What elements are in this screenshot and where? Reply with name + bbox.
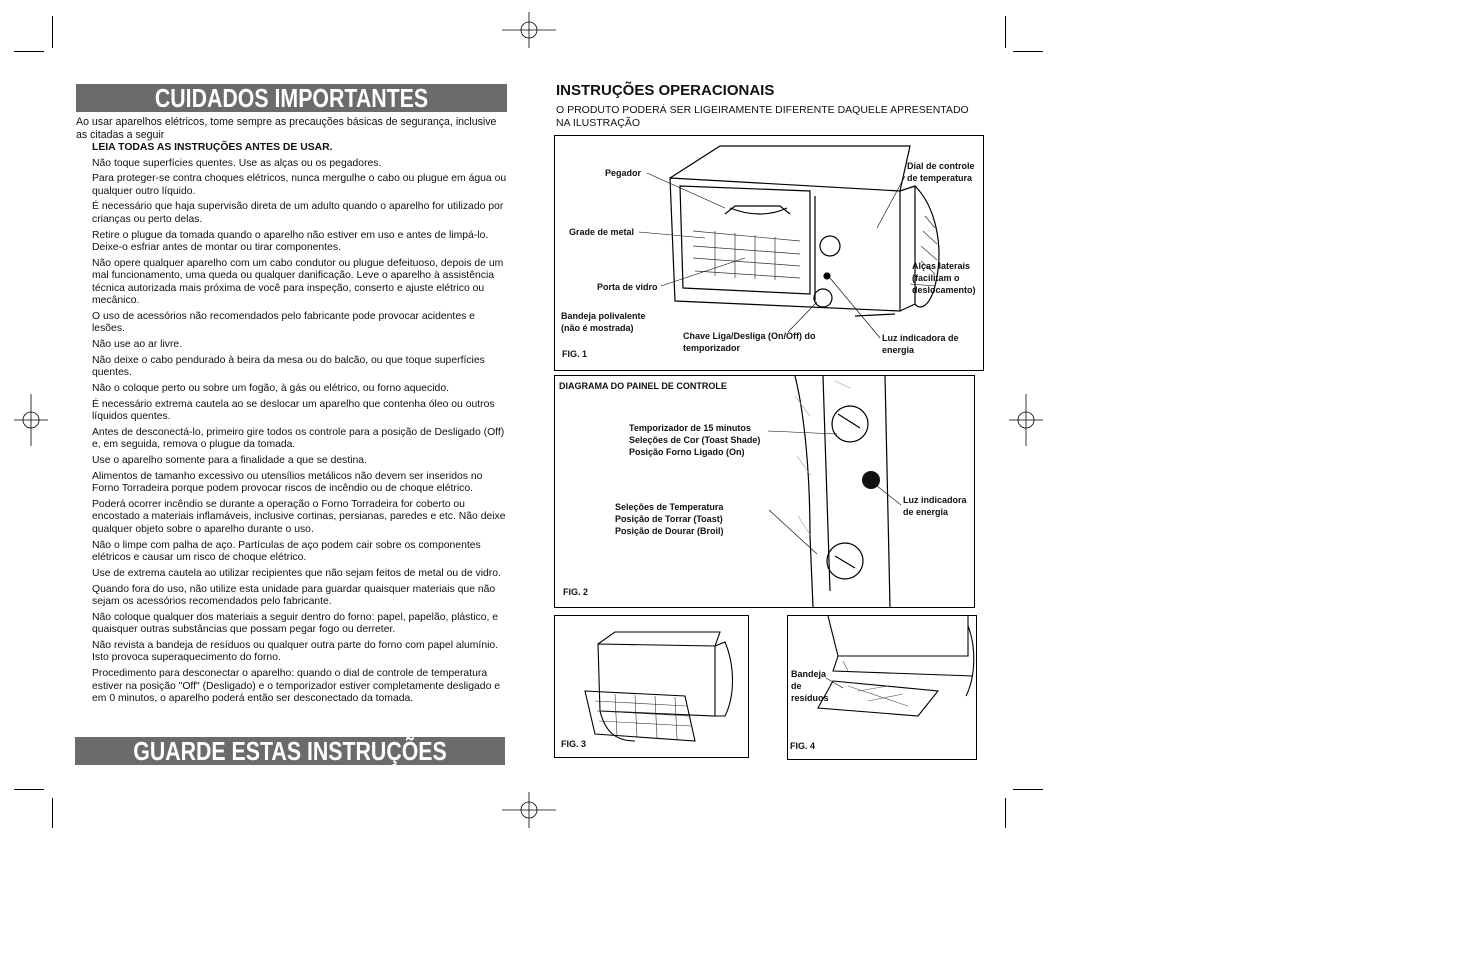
label-line: Bandeja polivalente xyxy=(561,311,646,321)
footer-banner-title: GUARDE ESTAS INSTRUÇÕES xyxy=(133,736,447,766)
label-bandeja xyxy=(561,310,646,334)
label-porta: Porta de vidro xyxy=(597,282,658,292)
label-line: Bandeja xyxy=(791,669,827,679)
figure-4 xyxy=(787,615,977,760)
list-item: Não toque superfícies quentes. Use as alças ou os pegadores. xyxy=(92,157,382,169)
label-timer xyxy=(629,422,760,458)
label-line: Seleções de Cor (Toast Shade) xyxy=(629,435,761,445)
label-line: de xyxy=(791,681,802,691)
list-item: Não opere qualquer aparelho com um cabo condutor ou plugue defeituoso, depois de um mal funcionamento, uma queda ou qualquer danificação. Leve o aparelho à assistência técnica autorizada mais próxima de você para inspeção, conserto e ajuste elétrico ou mecânico. xyxy=(92,257,504,307)
label-line: Posição de Dourar (Broil) xyxy=(615,526,724,536)
list-item: Não o limpe com palha de aço. Partículas de aço podem cair sobre os componentes elétricos e causar um risco de choque elétrico. xyxy=(92,539,481,564)
list-item: Alimentos de tamanho excessivo ou utensílios metálicos não devem ser inseridos no Forno Torradeira porque podem provocar riscos de incêndio ou de choque elétrico. xyxy=(92,470,483,495)
list-item: Não use ao ar livre. xyxy=(92,339,183,351)
section-banner xyxy=(76,84,507,112)
label-line: Alças laterais xyxy=(912,261,971,271)
label-chave xyxy=(683,330,816,354)
label-dial xyxy=(907,160,975,184)
list-item: Retire o plugue da tomada quando o aparelho não estiver em uso e antes de limpá-lo. Deixe-o esfriar antes de montar ou tirar componentes. xyxy=(92,229,489,254)
list-heading: LEIA TODAS AS INSTRUÇÕES ANTES DE USAR. xyxy=(92,142,333,153)
control-panel-illustration xyxy=(555,376,974,607)
figure-label: FIG. 2 xyxy=(563,587,589,597)
label-line: Chave Liga/Desliga (On/Off) do xyxy=(683,331,816,341)
label-alcas xyxy=(912,260,976,296)
label-line: Posição Forno Ligado (On) xyxy=(629,447,745,457)
list-item: Não coloque qualquer dos materiais a seguir dentro do forno: papel, papelão, plástico, e quaisquer outras substâncias que possam pegar fogo ou derreter. xyxy=(92,611,499,636)
label-line: de temperatura xyxy=(907,173,973,183)
label-line: temporizador xyxy=(683,343,741,353)
label-line: Temporizador de 15 minutos xyxy=(629,423,751,433)
list-item: Quando fora do uso, não utilize esta unidade para guardar quaisquer materiais que não sejam os acessórios recomendados pelo fabricante. xyxy=(92,583,496,607)
label-line: deslocamento) xyxy=(912,285,976,295)
label-line: (não é mostrada) xyxy=(561,323,634,333)
figure-3 xyxy=(554,615,749,758)
figure-label: FIG. 4 xyxy=(790,741,816,751)
label-line: Posição de Torrar (Toast) xyxy=(615,514,723,524)
list-item: Não o coloque perto ou sobre um fogão, à gás ou elétrico, ou forno aquecido. xyxy=(92,383,449,394)
list-item: Não deixe o cabo pendurado à beira da mesa ou do balcão, ou que toque superfícies quentes. xyxy=(92,354,485,379)
label-line: Luz indicadora de xyxy=(882,333,959,343)
figure-2 xyxy=(554,375,975,608)
label-line: Seleções de Temperatura xyxy=(615,502,724,512)
list-item: Poderá ocorrer incêndio se durante a operação o Forno Torradeira for coberto ou encostado a materiais inflamáveis, inclusive cortinas, persianas, paredes e etc. Não deixe qualquer objeto sobre o aparelho durante o uso. xyxy=(92,498,506,535)
list-item: Use o aparelho somente para a finalidade a que se destina. xyxy=(92,455,367,467)
fig2-title: DIAGRAMA DO PAINEL DE CONTROLE xyxy=(559,381,727,391)
list-item: Não revista a bandeja de resíduos ou qualquer outra parte do forno com papel alumínio. Isto provoca superaquecimento do forno. xyxy=(92,639,499,664)
list-item: Para proteger-se contra choques elétricos, nunca mergulhe o cabo ou plugue em água ou qualquer outro líquido. xyxy=(92,173,507,197)
safety-list xyxy=(92,142,508,709)
label-luz xyxy=(882,332,959,356)
label-temp xyxy=(615,501,724,537)
label-grade: Grade de metal xyxy=(569,227,635,237)
list-item: Procedimento para desconectar o aparelho: quando o dial de controle de temperatura estiver na posição "Off" (Desligado) e o temporizador estiver completamente desligado e em 0 minutos, o aparelho poderá então ser desconectado da tomada. xyxy=(92,668,501,705)
section-subtitle: O PRODUTO PODERÁ SER LIGEIRAMENTE DIFERENTE DAQUELE APRESENTADO NA ILUSTRAÇÃO xyxy=(556,104,969,129)
oven-rack-illustration xyxy=(555,616,748,757)
figure-label: FIG. 3 xyxy=(561,739,587,749)
label-line: (facilitam o xyxy=(912,273,960,283)
label-luz-energia xyxy=(903,494,967,518)
figure-label: FIG. 1 xyxy=(562,349,588,359)
figure-1 xyxy=(554,135,984,371)
label-line: energia xyxy=(882,345,915,355)
label-bandeja-residuos xyxy=(791,668,829,704)
footer-banner xyxy=(75,737,505,765)
list-item: O uso de acessórios não recomendados pelo fabricante pode provocar acidentes e lesões. xyxy=(92,310,475,335)
intro-text: Ao usar aparelhos elétricos, tome sempre as precauções básicas de segurança, inclusive as citadas a seguir xyxy=(76,116,497,141)
label-line: resíduos xyxy=(791,693,829,703)
list-item: Use de extrema cautela ao utilizar recipientes que não sejam feitos de metal ou de vidro. xyxy=(92,567,501,579)
list-item: É necessário extrema cautela ao se deslocar um aparelho que contenha óleo ou outros líquidos quentes. xyxy=(92,398,495,423)
label-line: Dial de controle xyxy=(907,161,975,171)
label-line: de energia xyxy=(903,507,949,517)
label-line: Luz indicadora xyxy=(903,495,967,505)
section-title: INSTRUÇÕES OPERACIONAIS xyxy=(556,82,775,99)
list-item: Antes de desconectá-lo, primeiro gire todos os controle para a posição de Desligado (Off) e, em seguida, remova o plugue da tomada. xyxy=(92,426,505,451)
banner-title: CUIDADOS IMPORTANTES xyxy=(154,83,429,113)
list-item: É necessário que haja supervisão direta de um adulto quando o aparelho for utilizado por crianças ou perto delas. xyxy=(92,201,504,225)
label-pegador: Pegador xyxy=(605,168,642,178)
